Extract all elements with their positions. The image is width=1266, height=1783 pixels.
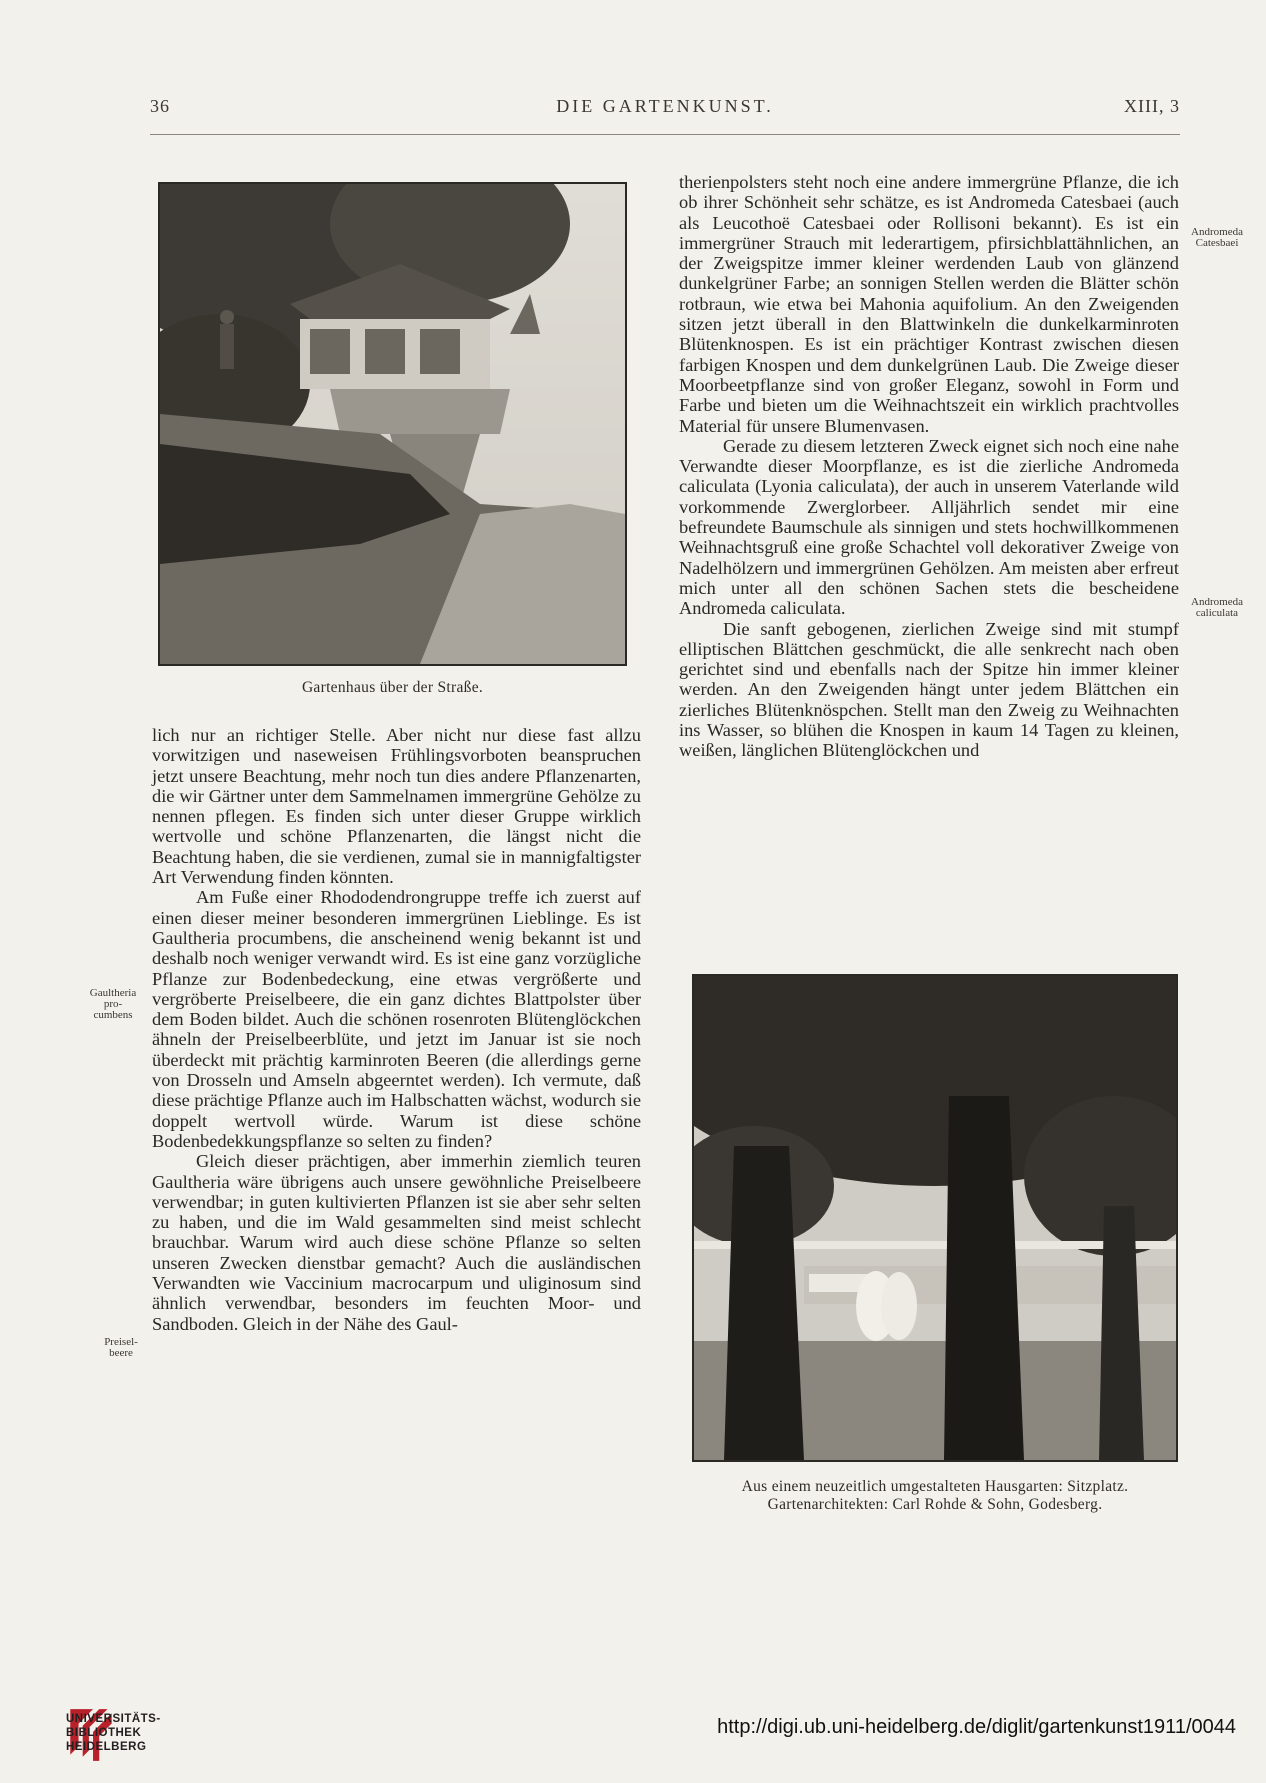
paragraph: Gleich dieser prächtigen, aber immerhin ziemlich teuren Gaultheria wäre übrigens auch unsere gewöhnliche Preiselbeere verwendbar; in guten kultivierten Pflanzen ist sie aber sehr selten zu haben, und die im Wald gesammelten sind meist schlecht brauchbar. Warum wird auch diese schöne Pflanze so selten unseren Zwecken dienstbar gemacht? Auch die ausländischen Verwandten wie Vaccinium macrocarpum und uliginosum sind ähnlich verwendbar, besonders im feuchten Moor- und Sandboden. Gleich in der Nähe des Gaul- xyxy=(152,1151,641,1334)
margin-note-andromeda-caliculata: Andromeda caliculata xyxy=(1191,596,1243,619)
margin-note-gaultheria: Gaultheria pro- cumbens xyxy=(89,987,137,1021)
header-rule xyxy=(150,134,1180,135)
figure-seating-area-photo xyxy=(692,974,1178,1462)
volume-issue: XIII, 3 xyxy=(1124,96,1180,116)
paragraph: lich nur an richtiger Stelle. Aber nicht nur diese fast allzu vorwitzigen und naseweisen Frühlingsvorboten beanspruchen jetzt unsere Beachtung, mehr noch tun dies andere Pflanzenarten, die wir Gärtner unter dem Sammelnamen immergrüne Gehölze zu nennen pflegen. Es finden sich unter dieser Gruppe wirklich wertvolle und schöne Pflanzenarten, die längst nicht die Beachtung haben, die sie verdienen, zumal sie in mannigfaltigster Art Verwendung finden könnten. xyxy=(152,725,641,888)
left-column xyxy=(152,725,641,1334)
running-header xyxy=(150,96,1180,122)
figure-garden-house-photo xyxy=(158,182,627,666)
figure-caption-seating-area: Aus einem neuzeitlich umgestalteten Hausgarten: Sitzplatz. Gartenarchitekten: Carl Rohde & Sohn, Godesberg. xyxy=(741,1478,1129,1513)
paragraph: therienpolsters steht noch eine andere immergrüne Pflanze, die ich ob ihrer Schönheit sehr schätze, es ist Andromeda Catesbaei (auch als Leucothoë Catesbaei oder Rollisoni bekannt). Es ist ein immergrüner Strauch mit lederartigem, pfirsichblattähnlichen, an der Zweigspitze immer kleiner werdenden Laub von glänzend dunkelgrüner Farbe; an sonnigen Stellen werden die Blätter schön rotbraun, wie etwa bei Mahonia aquifolium. An den Zweigenden sitzen jetzt überall in den Blattwinkeln die dunkelkarminroten Blütenknospen. Es ist ein prächtiger Kontrast zwischen diesen farbigen Knospen und dem dunkelgrünen Laub. Die Zweige dieser Moorbeetpflanze sind von großer Eleganz, sowohl in Form und Farbe und bieten um die Weihnachtszeit ein wirklich prachtvolles Material für unsere Blumenvasen. xyxy=(679,172,1179,436)
paragraph: Am Fuße einer Rhododendrongruppe treffe ich zuerst auf einen dieser meiner besonderen immergrünen Lieblinge. Es ist Gaultheria procumbens, die anscheinend wenig bekannt ist und deshalb noch weniger verwandt wird. Es ist eine ganz vorzügliche Pflanze zur Bodenbedeckung, eine etwas vergrößerte und vergröberte Preiselbeere, die ein ganz dichtes Blattpolster über dem Boden bildet. Auch die schönen rosenroten Blütenglöckchen ähneln der Preiselbeerblüte, und jetzt im Januar ist sie noch überdeckt mit prächtig karminroten Beeren (die allerdings gerne von Drosseln und Amseln abgeerntet werden). Ich vermute, daß diese prächtige Pflanze auch im Halbschatten wächst, wodurch sie doppelt wertvoll würde. Warum ist diese schöne Bodenbedekkungspflanze so selten zu finden? xyxy=(152,887,641,1151)
margin-note-andromeda-catesbaei: Andromeda Catesbaei xyxy=(1191,226,1243,249)
margin-note-preiselbeere: Preisel- beere xyxy=(104,1336,138,1359)
figure-caption-garden-house: Gartenhaus über der Straße. xyxy=(301,679,484,696)
library-name: UNIVERSITÄTS- BIBLIOTHEK HEIDELBERG xyxy=(66,1713,161,1753)
garden-house-illustration xyxy=(160,184,625,664)
journal-title: DIE GARTENKUNST. xyxy=(556,96,774,116)
seating-area-illustration xyxy=(694,976,1176,1460)
source-url-link[interactable]: http://digi.ub.uni-heidelberg.de/diglit/gartenkunst1911/0044 xyxy=(717,1716,1236,1738)
page-number: 36 xyxy=(150,96,170,116)
paragraph: Die sanft gebogenen, zierlichen Zweige sind mit stumpf elliptischen Blättchen geschmückt, die alle senkrecht nach oben gerichtet sind und ebenfalls nach der Spitze hin immer kleiner werden. An den Zweigenden hängt unter jedem Blättchen ein zierliches Blütenknöspchen. Stellt man den Zweig zu Weihnachten ins Wasser, so blühen die Knospen in kaum 14 Tagen zu kleinen, weißen, länglichen Blütenglöckchen und xyxy=(679,618,1179,761)
paragraph: Gerade zu diesem letzteren Zweck eignet sich noch eine nahe Verwandte dieser Moorpflanze, es ist die zierliche Andromeda caliculata (Lyonia caliculata), der auch in unserem Vaterlande wild vorkommende Zwerglorbeer. Alljährlich sendet mir eine befreundete Baumschule als sinnigen und stets hochwillkommenen Weihnachtsgruß eine große Schachtel voll dekorativer Zweige von Nadelhölzern und immergrünen Gehölzen. Am meisten aber erfreut mich unter all den schönen Sachen stets die bescheidene Andromeda caliculata. xyxy=(679,435,1179,619)
right-column-upper xyxy=(679,172,1179,761)
